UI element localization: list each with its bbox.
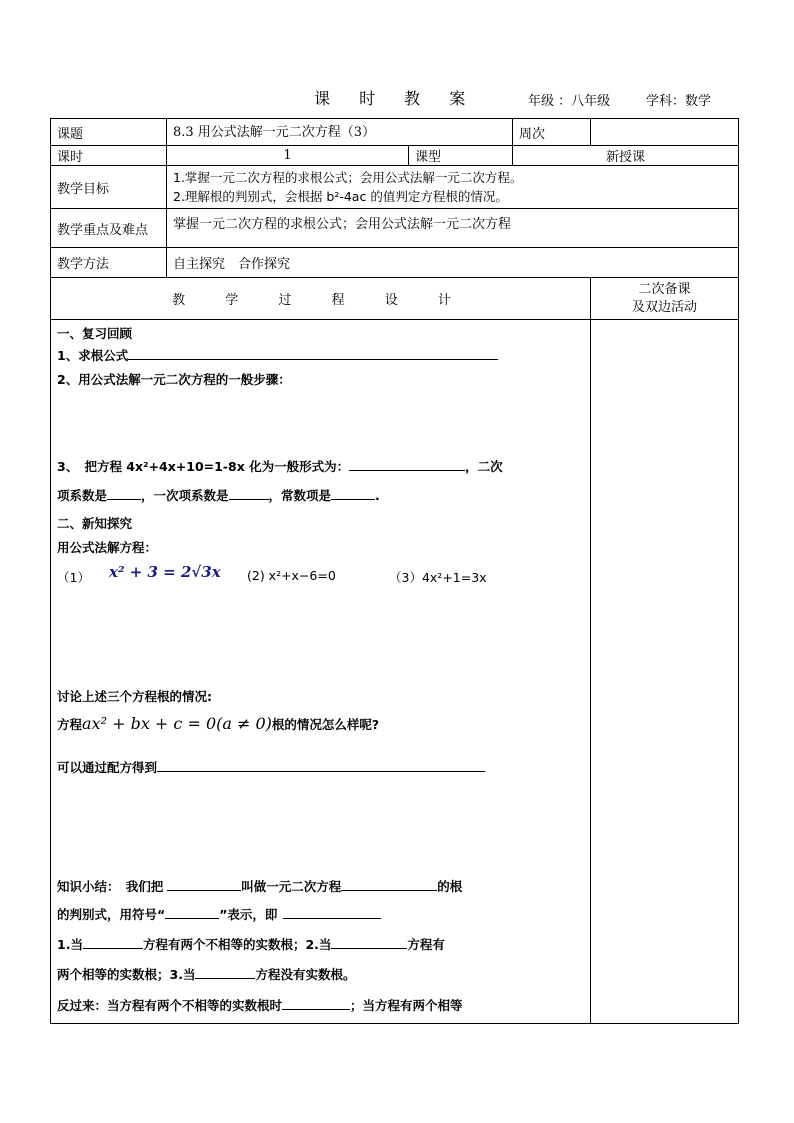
side-notes-header-line-2: 及双边活动	[632, 299, 698, 315]
method-label: 教学方法	[51, 248, 167, 278]
blank-line	[165, 905, 219, 919]
keypoints-value: 掌握一元二次方程的求根公式；会用公式法解一元二次方程	[167, 209, 739, 248]
item-3: 3、 把方程 4x²+4x+10=1-8x 化为一般形式为： ，二次	[57, 459, 503, 474]
goals-line-1: 1.掌握一元二次方程的求根公式；会用公式法解一元二次方程。	[173, 170, 523, 185]
general-equation: ax² + bx + c = 0(a ≠ 0)	[82, 714, 272, 733]
blank-line	[107, 486, 141, 500]
blank-line	[283, 905, 381, 919]
side-notes-header-line-1: 二次备课	[638, 281, 691, 297]
complete-square-line: 可以通过配方得到	[57, 758, 485, 776]
goals-label: 教学目标	[51, 166, 167, 209]
process-header: 教 学 过 程 设 计	[51, 278, 591, 320]
hours-value: 1	[167, 146, 409, 166]
blank-line	[349, 457, 465, 471]
goals-line-2: 2.理解根的判别式，会根据 b²-4ac 的值判定方程根的情况。	[173, 189, 508, 204]
lesson-plan-table	[50, 118, 739, 1024]
blank-line	[195, 965, 255, 979]
discuss-text: 讨论上述三个方程根的情况:	[57, 689, 212, 704]
keypoints-label: 教学重点及难点	[51, 209, 167, 248]
blank-line	[157, 758, 485, 772]
page-header	[0, 86, 794, 110]
equation-1-label: （1）	[57, 570, 90, 585]
blank-line	[331, 486, 375, 500]
method-value: 自主探究 合作探究	[167, 248, 739, 278]
process-header-row	[51, 278, 739, 320]
equation-3: （3）4x²+1=3x	[389, 570, 487, 585]
item-1: 1、求根公式	[57, 346, 498, 364]
review-heading: 一、复习回顾	[57, 326, 133, 341]
type-label: 课型	[409, 146, 513, 166]
type-value: 新授课	[513, 146, 739, 166]
hours-row	[51, 146, 739, 166]
solve-heading: 用公式法解方程：	[57, 540, 158, 555]
reverse-line: 反过来：当方程有两个不相等的实数根时 ；当方程有两个相等	[57, 998, 463, 1013]
blank-line	[128, 346, 498, 360]
case-line-2: 两个相等的实数根；3.当 方程没有实数根。	[57, 967, 356, 982]
item-3-cont: 项系数是 ，一次项系数是 ，常数项是 .	[57, 488, 380, 503]
grade-label: 年级 ：八年级	[528, 94, 611, 109]
goals-value	[167, 166, 739, 209]
item-2: 2、用公式法解一元二次方程的一般步骤：	[57, 372, 291, 387]
side-notes-header	[591, 278, 739, 320]
general-equation-line: 方程ax² + bx + c = 0(a ≠ 0)根的情况怎么样呢?	[57, 714, 380, 733]
week-label: 周次	[513, 119, 591, 146]
blank-line	[83, 935, 143, 949]
blank-line	[331, 935, 407, 949]
new-heading: 二、新知探究	[57, 516, 133, 531]
page-title: 课 时 教 案	[314, 89, 478, 108]
process-row	[51, 320, 739, 1024]
side-notes-column	[591, 320, 739, 1024]
hours-label: 课时	[51, 146, 167, 166]
topic-value: 8.3 用公式法解一元二次方程（3）	[167, 119, 513, 146]
blank-line	[282, 996, 350, 1010]
case-line-1: 1.当 方程有两个不相等的实数根；2.当 方程有	[57, 937, 445, 952]
equation-1: x² + 3 = 2√3x	[109, 563, 221, 581]
topic-label: 课题	[51, 119, 167, 146]
blank-line	[341, 877, 437, 891]
process-content	[51, 320, 591, 1024]
blank-line	[229, 486, 269, 500]
equation-2: (2) x²+x−6=0	[247, 568, 336, 583]
summary-line-2: 的判别式，用符号“ ”表示，即	[57, 905, 381, 923]
summary-line-1: 知识小结： 我们把 叫做一元二次方程 的根	[57, 879, 463, 894]
method-row	[51, 248, 739, 278]
goals-row	[51, 166, 739, 209]
subject-label: 学科：数学	[646, 94, 712, 109]
topic-row	[51, 119, 739, 146]
blank-line	[167, 877, 241, 891]
week-value	[591, 119, 739, 146]
keypoints-row	[51, 209, 739, 248]
